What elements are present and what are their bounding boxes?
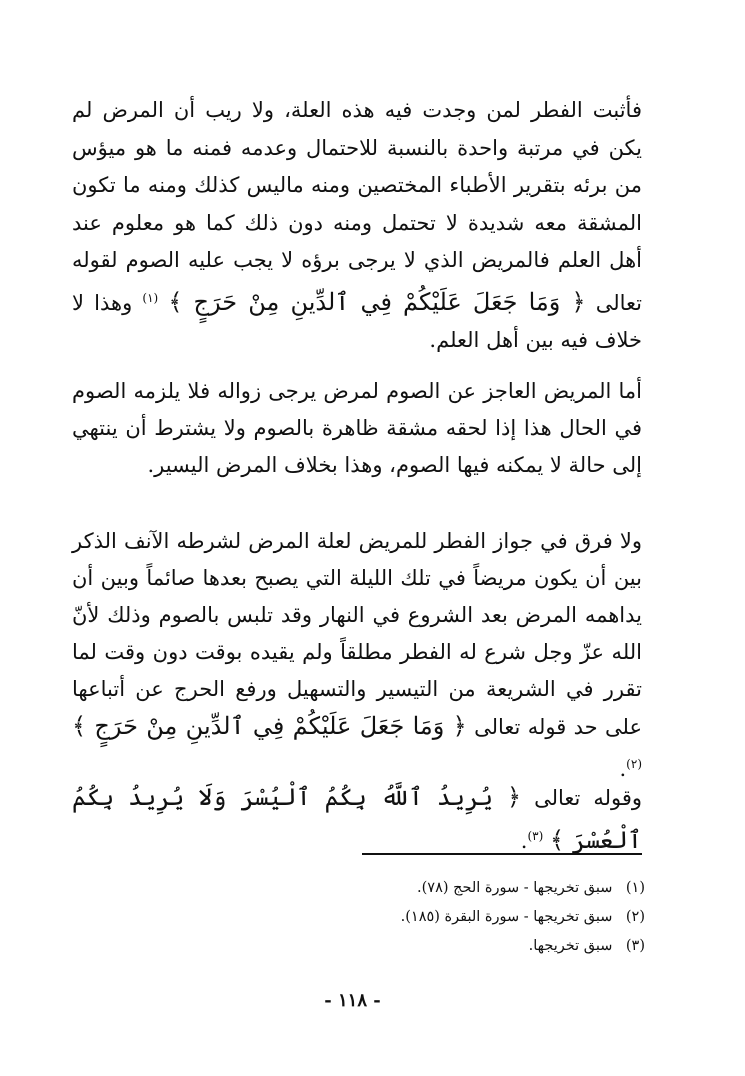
footnotes-list <box>360 874 645 961</box>
paragraph-3-tail: . <box>619 757 627 781</box>
footnote-text: سبق تخريجها. <box>528 938 613 954</box>
footnote-ref-3: (٣) <box>527 829 544 843</box>
footnote-item <box>360 903 645 932</box>
paragraph-3-text: ولا فرق في جواز الفطر للمريض لعلة المرض لشرطه الآنف الذكر بين أن يكون مريضاً في تلك الليلة التي يصبح بعدها صائماً وبين أن يداهمه المرض بعد الشروع في النهار وقد تلبس بالصوم وذلك لأنّ الله عزّ وجل شرع له الفطر مطلقاً ولم يقيده بوقت دون وقت لما تقرر في الشريعة من التيسير والتسهيل ورفع الحرج عن أتباعها على حد قوله تعالى <box>72 529 642 739</box>
footnote-ref-1: (١) <box>142 290 159 305</box>
paragraph-2-text: أما المريض العاجز عن الصوم لمرض يرجى زواله فلا يلزمه الصوم في الحال هذا إذا لحقه مشقة ظاهرة بالصوم ولا يشترط أن ينتهي إلى حالة لا يمكنه فيها الصوم، وهذا بخلاف المرض اليسير. <box>72 379 642 477</box>
paragraph-4-tail: . <box>520 829 528 853</box>
footnote-text: سبق تخريجها - سورة الحج (٧٨). <box>417 880 613 896</box>
footnote-number: (٢) <box>625 909 645 925</box>
paragraph-1 <box>72 92 642 360</box>
paragraph-2 <box>72 373 642 484</box>
quran-verse-1: ﴿ وَمَا جَعَلَ عَلَيْكُمْ فِي ٱلدِّينِ مِنْ حَرَجٍ ﴾ <box>168 287 586 316</box>
footnote-ref-2: (٢) <box>626 757 642 771</box>
quran-verse-3: ﴿ يُرِيدُ ٱللَّهُ بِكُمُ ٱلْيُسْرَ وَلَا يُرِيدُ بِكُمُ ٱلْعُسْرَ ﴾ <box>72 783 642 854</box>
page-number: - ١١٨ - <box>324 990 381 1011</box>
paragraph-1-text: فأثبت الفطر لمن وجدت فيه هذه العلة، ولا ريب أن المرض لم يكن في مرتبة واحدة بالنسبة للاحتمال وعدمه فمنه ما هو ميؤس من برئه بتقرير الأطباء المختصين ومنه ماليس كذلك ومنه ما تكون المشقة معه شديدة لا تحتمل ومنه دون ذلك كما هو معلوم عند أهل العلم فالمريض الذي لا يرجى برؤه لا يجب عليه الصوم لقوله تعالى <box>72 98 642 315</box>
quran-verse-2: ﴿ وَمَا جَعَلَ عَلَيْكُمْ فِي ٱلدِّينِ مِنْ حَرَجٍ ﴾ <box>72 712 467 740</box>
footnote-item <box>360 874 645 903</box>
footnote-number: (٣) <box>625 938 645 954</box>
paragraph-4 <box>72 778 642 860</box>
paragraph-3 <box>72 523 642 788</box>
footnote-item <box>360 932 645 961</box>
footnote-number: (١) <box>625 880 645 896</box>
footnote-text: سبق تخريجها - سورة البقرة (١٨٥). <box>400 909 613 925</box>
paragraph-1-tail: وهذا لا خلاف فيه بين أهل العلم. <box>72 290 642 352</box>
footnote-divider <box>362 853 642 855</box>
paragraph-4-text: وقوله تعالى <box>534 786 642 810</box>
